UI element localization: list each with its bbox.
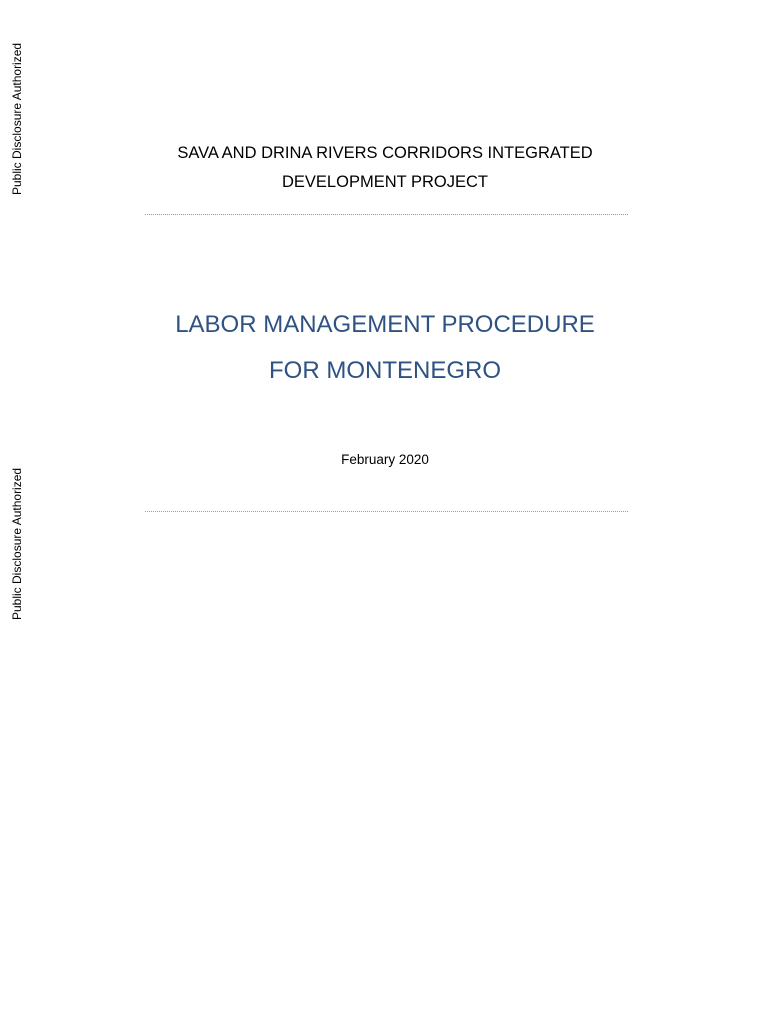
disclosure-stamp-bottom: Public Disclosure Authorized <box>10 467 24 620</box>
divider-bottom <box>145 511 628 512</box>
divider-top <box>145 214 628 215</box>
document-title-line-1: LABOR MANAGEMENT PROCEDURE <box>175 311 595 338</box>
document-title-line-2: FOR MONTENEGRO <box>269 357 501 384</box>
project-title-line-1: SAVA AND DRINA RIVERS CORRIDORS INTEGRATED <box>177 144 593 162</box>
document-date: February 2020 <box>341 452 429 467</box>
disclosure-stamp-top: Public Disclosure Authorized <box>10 42 24 195</box>
project-title <box>0 139 770 197</box>
document-title <box>0 302 770 394</box>
project-title-line-2: DEVELOPMENT PROJECT <box>282 173 488 191</box>
